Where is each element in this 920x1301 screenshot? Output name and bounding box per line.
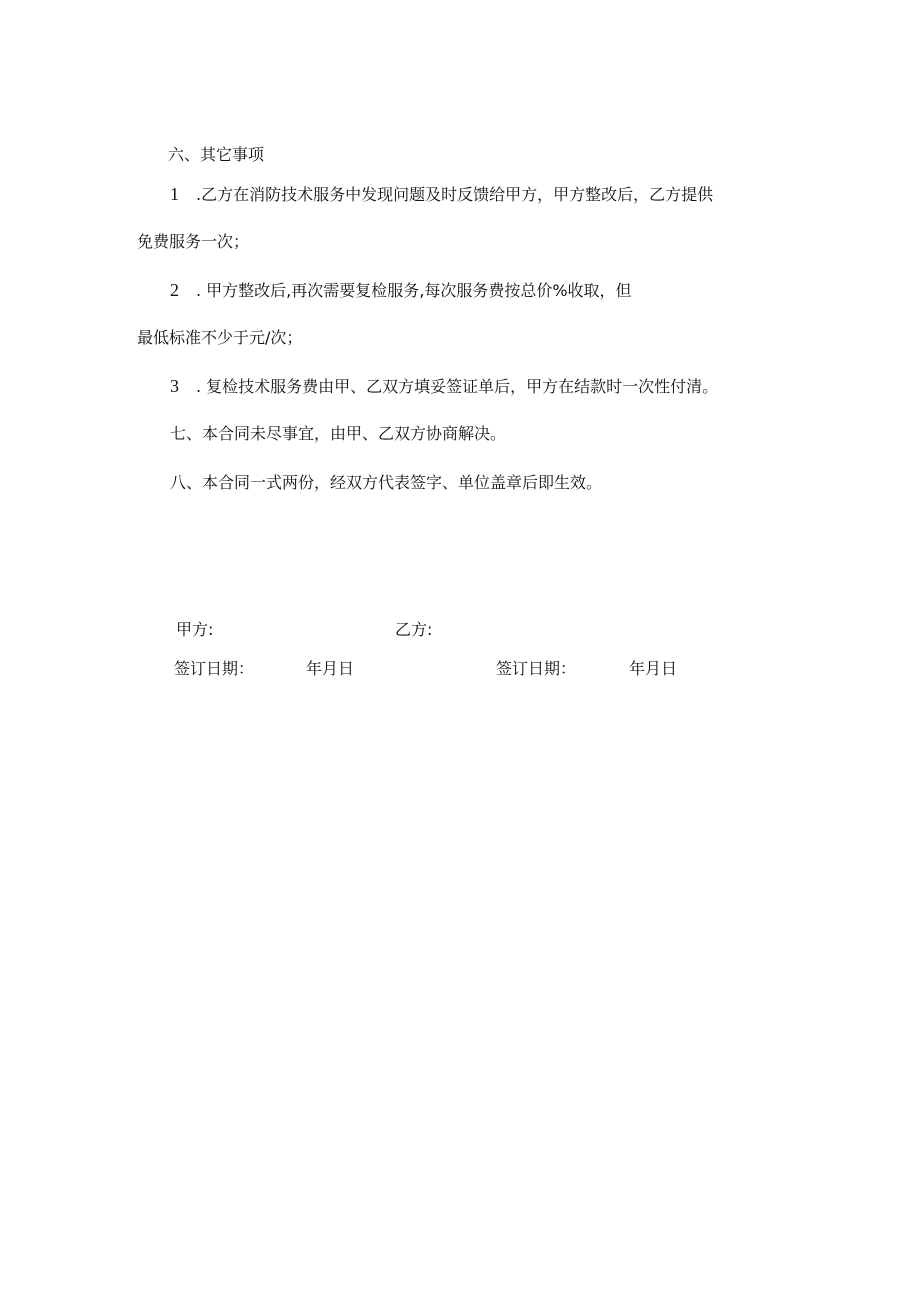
item-2-line-1 <box>170 280 632 301</box>
item-3-text: . 复检技术服务费由甲、乙双方填妥签证单后，甲方在结款时一次性付清。 <box>196 377 719 396</box>
section-8-text: 八、本合同一式两份，经双方代表签字、单位盖章后即生效。 <box>170 473 603 492</box>
item-1-number: 1 <box>170 184 179 204</box>
item-3-line-1 <box>170 376 718 397</box>
item-3-number: 3 <box>170 376 179 396</box>
section-6-heading: 六、其它事项 <box>168 145 265 164</box>
party-a-label: 甲方: <box>176 620 214 639</box>
item-2-line-2: 最低标准不少于元/次； <box>137 328 303 347</box>
sign-date-label-b: 签订日期： <box>496 659 577 678</box>
sign-date-label-a: 签订日期： <box>174 659 255 678</box>
item-2-text: . 甲方整改后,再次需要复检服务,每次服务费按总价%收取，但 <box>196 281 632 300</box>
section-7-text: 七、本合同未尽事宜，由甲、乙双方协商解决。 <box>170 424 507 443</box>
item-1-text: .乙方在消防技术服务中发现问题及时反馈给甲方，甲方整改后，乙方提供 <box>196 185 714 204</box>
party-b-label: 乙方: <box>395 620 433 639</box>
item-2-number: 2 <box>170 280 179 300</box>
item-1-line-1 <box>170 184 713 205</box>
item-1-line-2: 免费服务一次； <box>137 232 250 251</box>
date-format-b: 年月日 <box>629 659 678 678</box>
date-format-a: 年月日 <box>306 659 355 678</box>
